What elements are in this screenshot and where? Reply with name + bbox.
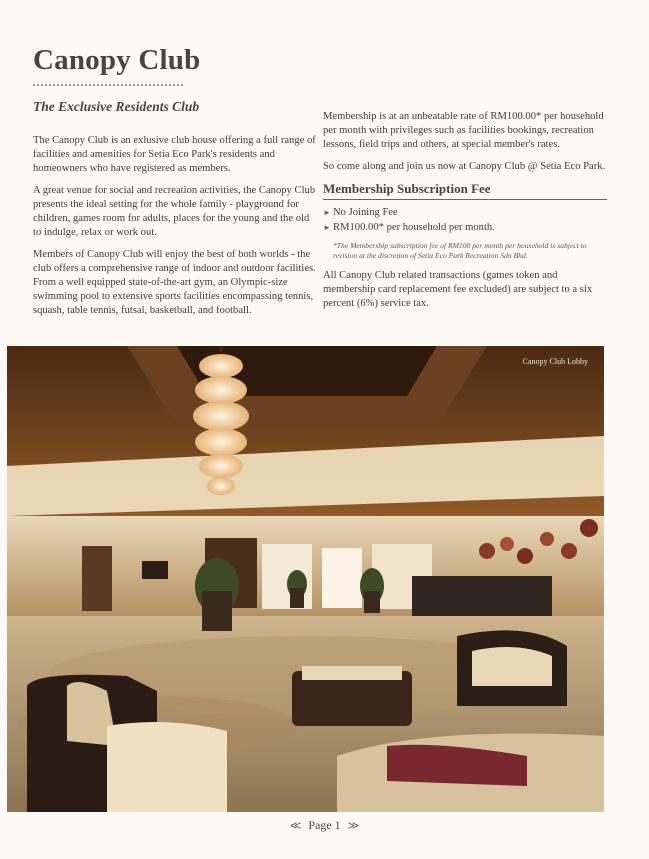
page-label: Page 1 bbox=[308, 818, 341, 832]
photo-caption: Canopy Club Lobby bbox=[522, 357, 588, 366]
fee-item-label: No Joining Fee bbox=[333, 207, 398, 218]
subscription-fee-heading: Membership Subscription Fee bbox=[323, 181, 491, 196]
facilities-paragraph: Members of Canopy Club will enjoy the best of both worlds - the club offers a comprehensive range of indoor and outdoor facilities. From a well equipped state-of-the-art gym, an Olympic-size swimming pool to extensive sports facilities encompassing tennis, squash, table tennis, futsal, basketball, and football. bbox=[33, 249, 316, 316]
arrow-bullet-icon: ► bbox=[323, 223, 331, 232]
page-subtitle: The Exclusive Residents Club bbox=[33, 99, 200, 114]
fee-item bbox=[323, 221, 608, 235]
lobby-photo bbox=[7, 346, 604, 812]
service-tax-paragraph: All Canopy Club related transactions (games token and membership card replacement fee excluded) are subject to a six percent (6%) service tax. bbox=[323, 270, 593, 309]
fee-item-label: RM100.00* per household per month. bbox=[333, 222, 495, 233]
lobby-illustration bbox=[7, 346, 604, 812]
join-paragraph: So come along and join us now at Canopy Club @ Setia Eco Park. bbox=[323, 161, 606, 172]
fee-item bbox=[323, 206, 608, 220]
membership-rate-paragraph: Membership is at an unbeatable rate of RM100.00* per household per month with privileges such as facilities bookings, recreation lessons, field trips and others, at special member's rates. bbox=[323, 111, 604, 150]
page-navigation bbox=[0, 818, 649, 833]
arrow-bullet-icon: ► bbox=[323, 208, 331, 217]
right-column bbox=[323, 110, 608, 319]
title-dotted-rule bbox=[33, 84, 183, 86]
fee-footnote: *The Membership subscription fee of RM100 per month per household is subject to revision at the discretion of Setia Eco Park Recreation Sdn Bhd. bbox=[333, 241, 587, 260]
venue-paragraph: A great venue for social and recreation activities, the Canopy Club presents the ideal setting for the whole family - playground for children, games room for adults, places for the young and the old to indulge, relax or work out. bbox=[33, 185, 316, 238]
fee-list bbox=[323, 206, 608, 235]
section-rule bbox=[323, 199, 607, 200]
intro-paragraph: The Canopy Club is an exlusive club house offering a full range of facilities and amenities for Setia Eco Park's residents and homeowners who have registered as members. bbox=[33, 135, 316, 174]
left-column bbox=[33, 134, 318, 326]
previous-page-icon[interactable]: ≪ bbox=[289, 820, 302, 832]
page-title: Canopy Club bbox=[33, 44, 201, 76]
next-page-icon[interactable]: ≫ bbox=[347, 820, 360, 832]
